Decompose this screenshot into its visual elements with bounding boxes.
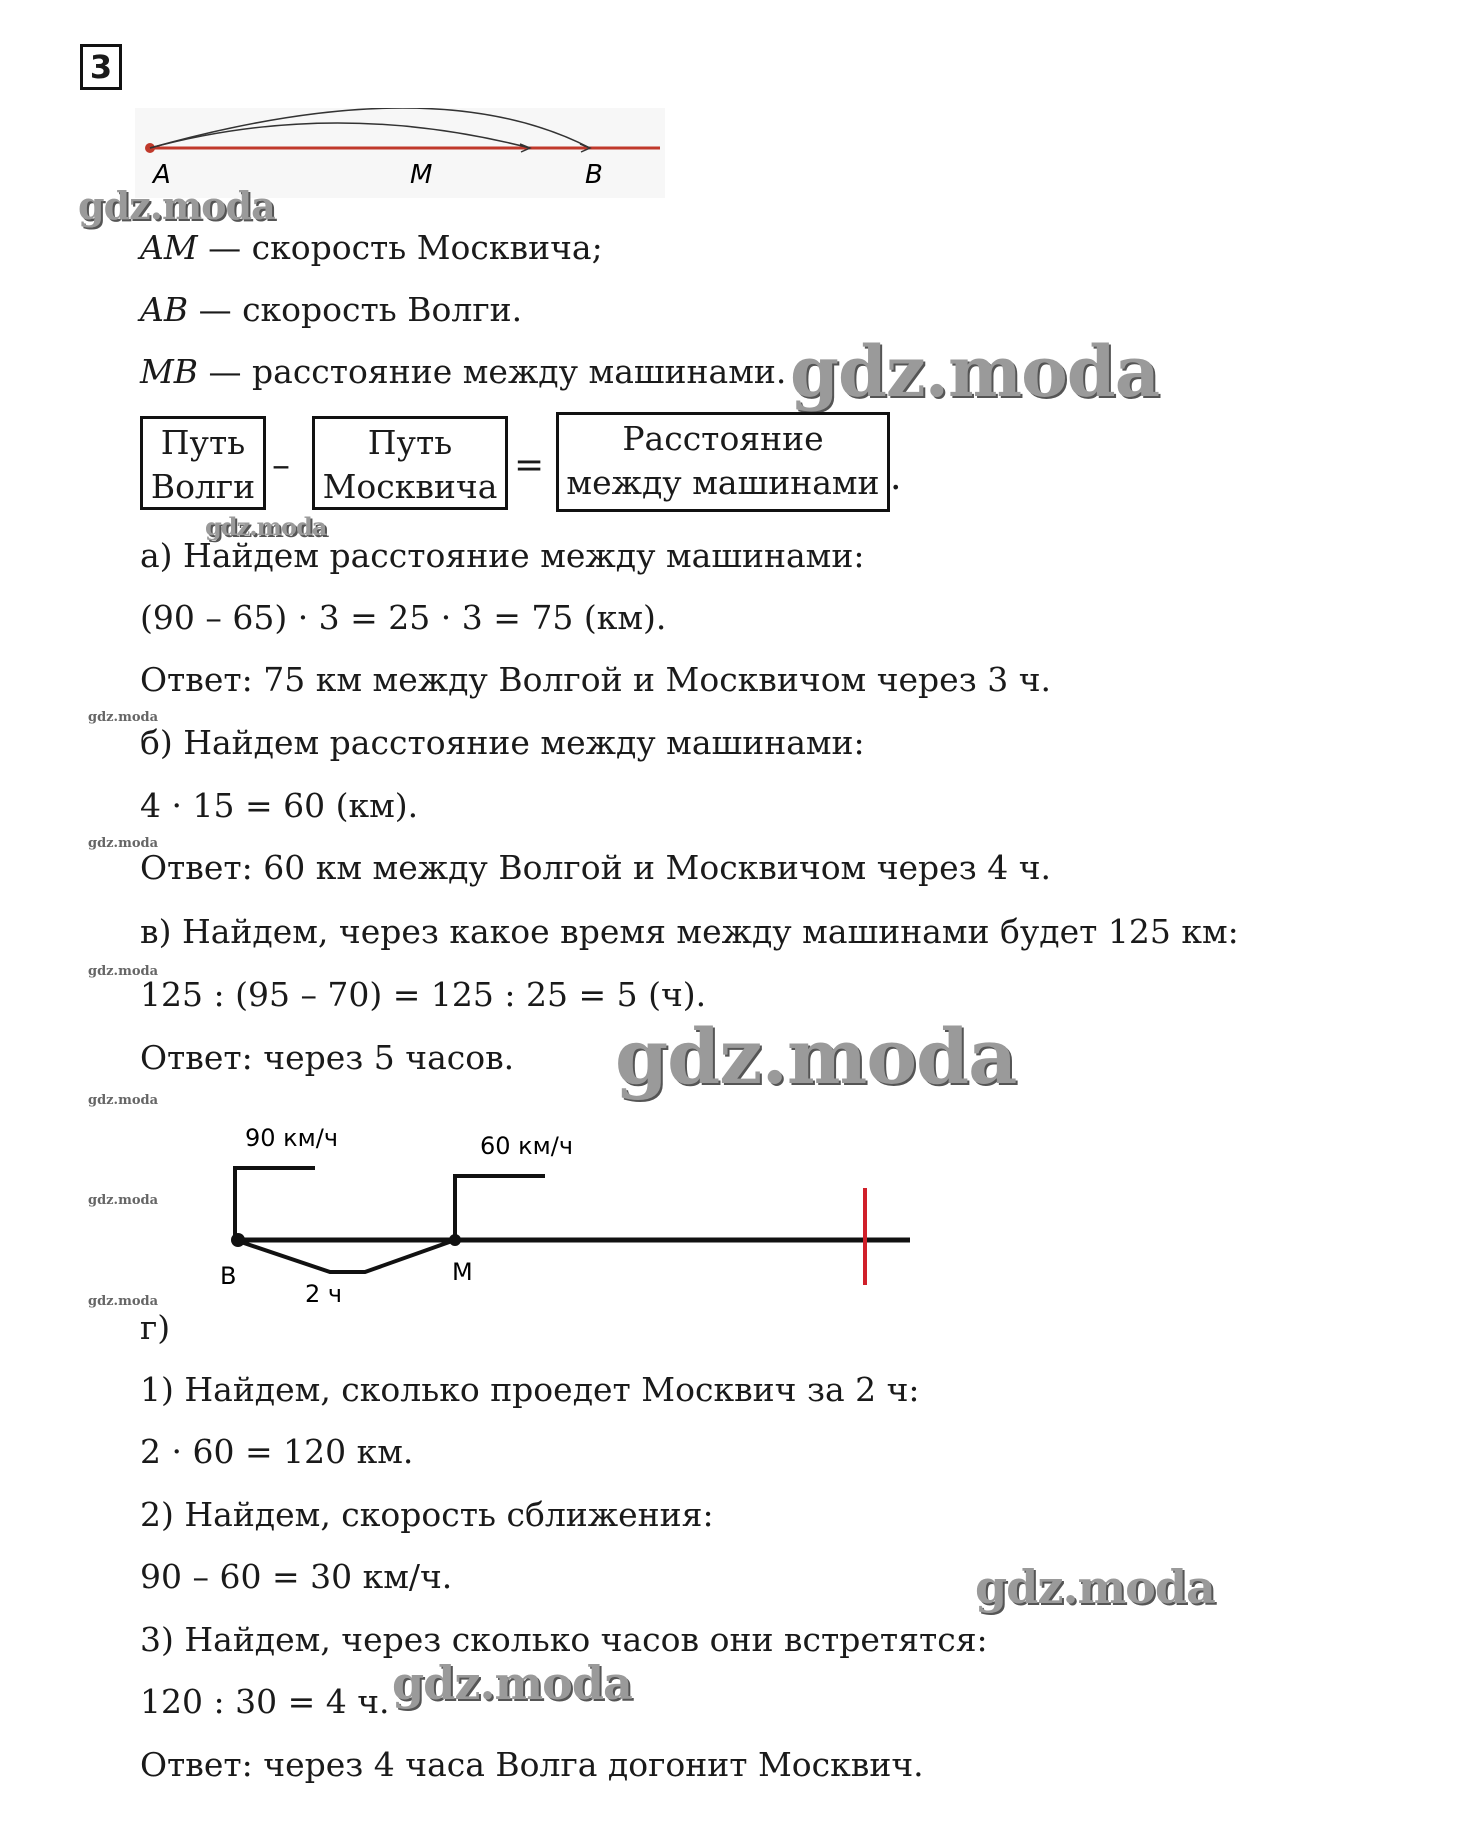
part-g-answer: Ответ: через 4 часа Волга догонит Москвич. — [140, 1745, 924, 1784]
definition-am: AM — скорость Москвича; — [140, 228, 603, 267]
part-b-answer: Ответ: 60 км между Волгой и Москвичом через 4 ч. — [140, 848, 1051, 887]
box-volga-path: Путь Волги — [140, 416, 266, 510]
part-v-answer: Ответ: через 5 часов. — [140, 1038, 515, 1077]
part-g3-calc: 120 : 30 = 4 ч. — [140, 1682, 390, 1721]
equals-sign: = — [514, 445, 545, 486]
task-number: 3 — [80, 44, 122, 90]
part-a-calc: (90 – 65) · 3 = 25 · 3 = 75 (км). — [140, 598, 667, 637]
flag-m — [455, 1176, 545, 1240]
box-distance: Расстояние между машинами — [556, 412, 890, 512]
part-b-title: б) Найдем расстояние между машинами: — [140, 723, 865, 762]
label-m: М — [452, 1258, 473, 1286]
definition-mb: MB — расстояние между машинами. — [140, 352, 787, 391]
label-b: B — [585, 160, 603, 190]
watermark-3: gdz.moda — [205, 512, 327, 541]
minus-sign: – — [272, 445, 290, 486]
part-v-calc: 125 : (95 – 70) = 125 : 25 = 5 (ч). — [140, 975, 707, 1014]
watermark-12: gdz.moda — [392, 1656, 632, 1710]
watermark-9: gdz.moda — [88, 1193, 159, 1208]
formula-period: . — [890, 457, 902, 498]
watermark-7: gdz.moda — [615, 1012, 1017, 1101]
part-g1-title: 1) Найдем, сколько проедет Москвич за 2 ч: — [140, 1370, 920, 1409]
part-a-answer: Ответ: 75 км между Волгой и Москвичом через 3 ч. — [140, 660, 1051, 699]
watermark-1: gdz.moda — [78, 183, 275, 228]
point-m-dot — [449, 1234, 461, 1246]
watermark-5: gdz.moda — [88, 836, 159, 851]
part-g2-title: 2) Найдем, скорость сближения: — [140, 1495, 714, 1534]
part-g3-title: 3) Найдем, через сколько часов они встретятся: — [140, 1620, 988, 1659]
part-b-calc: 4 · 15 = 60 (км). — [140, 786, 419, 825]
watermark-10: gdz.moda — [88, 1294, 159, 1309]
flag-v — [235, 1168, 315, 1240]
speed-label-m: 60 км/ч — [480, 1132, 574, 1160]
part-g-label: г) — [140, 1308, 171, 1347]
part-v-title: в) Найдем, через какое время между машинами будет 125 км: — [140, 912, 1239, 951]
label-v: В — [220, 1262, 237, 1290]
watermark-4: gdz.moda — [88, 710, 159, 725]
watermark-8: gdz.moda — [88, 1093, 159, 1108]
watermark-11: gdz.moda — [975, 1560, 1215, 1614]
label-a: A — [153, 160, 171, 190]
speed-label-v: 90 км/ч — [245, 1124, 339, 1152]
part-g2-calc: 90 – 60 = 30 км/ч. — [140, 1557, 453, 1596]
part-a-title: а) Найдем расстояние между машинами: — [140, 536, 865, 575]
watermark-6: gdz.moda — [88, 964, 159, 979]
definition-ab: AB — скорость Волги. — [140, 290, 523, 329]
label-m: M — [410, 160, 433, 190]
label-time: 2 ч — [305, 1280, 343, 1308]
chase-diagram — [200, 1120, 920, 1320]
time-bracket — [235, 1240, 455, 1272]
box-moskvich-path: Путь Москвича — [312, 416, 508, 510]
part-g1-calc: 2 · 60 = 120 км. — [140, 1432, 414, 1471]
watermark-2: gdz.moda — [790, 330, 1160, 413]
point-v-dot — [231, 1233, 245, 1247]
